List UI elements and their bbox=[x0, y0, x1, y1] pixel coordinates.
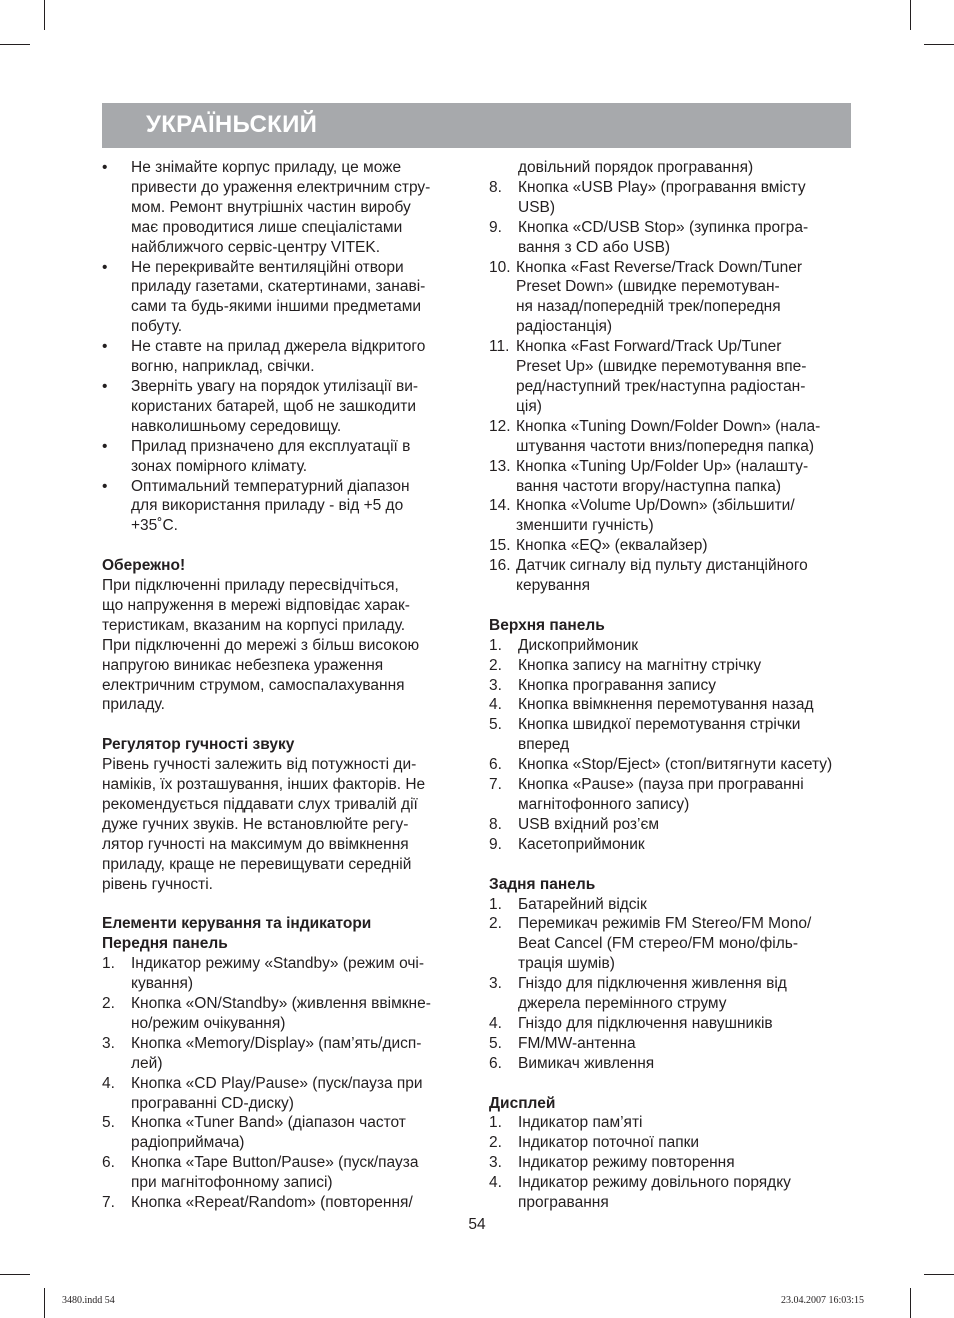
front-panel-item bbox=[489, 457, 854, 497]
item-number: 1. bbox=[489, 1114, 502, 1132]
item-text bbox=[518, 695, 854, 715]
bullet-icon: • bbox=[102, 159, 108, 176]
crop-mark bbox=[0, 44, 30, 45]
item-text bbox=[131, 994, 462, 1034]
bullet-line: +35˚С. bbox=[131, 517, 178, 535]
item-line: Кнопка «ON/Standby» (живлення ввімкне- bbox=[131, 995, 431, 1013]
bullet-line: привести до ураження електричним стру- bbox=[131, 178, 431, 196]
bullet-line: найближчого сервіс-центру VITEK. bbox=[131, 238, 381, 256]
item-line: Кнопка «Fast Forward/Track Up/Tuner bbox=[516, 338, 782, 356]
front-panel-item bbox=[102, 1074, 462, 1114]
front-panel-item bbox=[102, 954, 462, 994]
item-line: Preset Up» (швидке перемотування впе- bbox=[516, 358, 807, 376]
item-line: Кнопка «Repeat/Random» (повторення/ bbox=[131, 1194, 413, 1212]
caution-line: напругою виникає небезпека ураження bbox=[102, 656, 384, 674]
item-number: 2. bbox=[489, 656, 502, 674]
item-number: 11. bbox=[489, 338, 510, 356]
spacer bbox=[489, 855, 854, 875]
volume-line: дуже гучних звуків. Не встановлюйте регу- bbox=[102, 815, 409, 833]
item-number: 1. bbox=[489, 636, 502, 654]
top-panel-item bbox=[489, 715, 854, 755]
item-number: 7. bbox=[489, 776, 502, 794]
item-number: 3. bbox=[489, 676, 502, 694]
footer-file: 3480.indd 54 bbox=[62, 1295, 115, 1306]
front-panel-item bbox=[489, 496, 854, 536]
item-number: 2. bbox=[489, 1134, 502, 1152]
item-line: Кнопка «EQ» (еквалайзер) bbox=[516, 537, 708, 555]
item-text bbox=[518, 218, 854, 258]
crop-mark bbox=[0, 1274, 30, 1275]
item-line: Датчик сигналу від пульту дистанційного bbox=[516, 557, 808, 575]
item-line: Кнопка «Memory/Display» (пам’ять/дисп- bbox=[131, 1034, 422, 1052]
item-line: Кнопка «CD Play/Pause» (пуск/пауза при bbox=[131, 1074, 423, 1092]
item-line: ред/наступний трек/наступна радіостан- bbox=[516, 377, 806, 395]
crop-mark bbox=[44, 1288, 45, 1318]
item-number: 2. bbox=[489, 915, 502, 933]
crop-mark bbox=[924, 44, 954, 45]
item-text bbox=[518, 636, 854, 656]
item-number: 9. bbox=[489, 218, 502, 236]
back-panel-item bbox=[489, 895, 854, 915]
back-panel-heading: Задня панель bbox=[489, 875, 596, 893]
item-line: радіоприймача) bbox=[131, 1134, 245, 1152]
bullet-icon: • bbox=[102, 258, 108, 276]
item-line: Гніздо для підключення навушників bbox=[518, 1014, 773, 1032]
item-text bbox=[131, 1193, 462, 1213]
item-text bbox=[518, 656, 854, 676]
item-text bbox=[518, 895, 854, 915]
bullet-icon: • bbox=[102, 338, 108, 356]
page-number: 54 bbox=[468, 1216, 486, 1233]
item-line: вання з CD або USB) bbox=[518, 238, 671, 256]
bullet-item bbox=[102, 437, 462, 477]
item-text bbox=[516, 417, 854, 457]
page-title: УКРАЇНЬСКИЙ bbox=[146, 111, 318, 138]
crop-mark bbox=[910, 0, 911, 30]
bullet-icon: • bbox=[102, 377, 108, 395]
item-number: 6. bbox=[489, 756, 502, 774]
item-text bbox=[516, 337, 854, 417]
display-item bbox=[489, 1173, 854, 1213]
bullet-line: для використання приладу - від +5 до bbox=[131, 497, 404, 515]
bullet-line: зонах помірного клімату. bbox=[131, 457, 308, 475]
crop-mark bbox=[44, 0, 45, 30]
item-text bbox=[516, 556, 854, 596]
front-panel-item bbox=[102, 1153, 462, 1193]
item-line: ня назад/попередній трек/попередня bbox=[516, 298, 781, 316]
item-line: програвання bbox=[518, 1194, 609, 1212]
item-line: Кнопка «Tuner Band» (діапазон частот bbox=[131, 1114, 406, 1132]
spacer bbox=[102, 895, 462, 915]
item-line: Кнопка програвання запису bbox=[518, 676, 716, 694]
caution-line: При підключенні приладу пересвідчіться, bbox=[102, 577, 399, 595]
caution-line: що напруження в мережі відповідає харак- bbox=[102, 596, 410, 614]
volume-line: Рівень гучності залежить від потужності ди- bbox=[102, 756, 417, 774]
item-line: довільний порядок програвання) bbox=[518, 159, 754, 176]
item-line: Індикатор режиму довільного порядку bbox=[518, 1174, 791, 1192]
volume-line: наміків, їх розташування, інших факторів. Не bbox=[102, 776, 426, 794]
front-panel-item bbox=[489, 556, 854, 596]
item-number: 4. bbox=[102, 1074, 115, 1092]
item-line: вперед bbox=[518, 736, 570, 754]
item-text bbox=[518, 1173, 854, 1213]
top-panel-item bbox=[489, 676, 854, 696]
footer-timestamp: 23.04.2007 16:03:15 bbox=[781, 1295, 865, 1306]
item-number: 4. bbox=[489, 1014, 502, 1032]
item-number: 10. bbox=[489, 258, 511, 276]
item-text bbox=[516, 496, 854, 536]
bullet-line: мом. Ремонт внутрішніх частин виробу bbox=[131, 198, 411, 216]
display-item bbox=[489, 1153, 854, 1173]
item-line: Кнопка «Tuning Up/Folder Up» (налашту- bbox=[516, 457, 809, 475]
item-line: Кнопка швидкої перемотування стрічки bbox=[518, 716, 801, 734]
bullet-text bbox=[131, 158, 462, 258]
item-line: USB) bbox=[518, 198, 556, 216]
item-number: 14. bbox=[489, 497, 511, 515]
item-line: Гніздо для підключення живлення від bbox=[518, 975, 787, 993]
item-text bbox=[131, 954, 462, 994]
item-line: Кнопка «Stop/Eject» (стоп/витягнути касету) bbox=[518, 756, 833, 774]
item-number: 7. bbox=[102, 1194, 115, 1212]
caution-line: При підключенні до мережі з більш високою bbox=[102, 636, 420, 654]
crop-mark bbox=[910, 1288, 911, 1318]
item-line: Beat Cancel (FM стерео/FM моно/філь- bbox=[518, 935, 798, 953]
item-line: при магнітофонному записі) bbox=[131, 1174, 333, 1192]
back-panel-item bbox=[489, 974, 854, 1014]
item-number: 9. bbox=[489, 835, 502, 853]
display-item bbox=[489, 1133, 854, 1153]
bullet-item bbox=[102, 158, 462, 258]
bullet-line: навколишньому середовищу. bbox=[131, 417, 342, 435]
bullet-item bbox=[102, 258, 462, 338]
bullet-line: користаних батарей, щоб не зашкодити bbox=[131, 397, 417, 415]
item-line: Кнопка «CD/USB Stop» (зупинка програ- bbox=[518, 218, 809, 236]
volume-line: рівень гучності. bbox=[102, 875, 213, 893]
bullet-item bbox=[102, 337, 462, 377]
item-text bbox=[518, 1014, 854, 1034]
item-line: Вимикач живлення bbox=[518, 1054, 655, 1072]
item-number: 5. bbox=[489, 1034, 502, 1052]
bullet-text bbox=[131, 377, 462, 437]
bullet-text bbox=[131, 437, 462, 477]
volume-line: приладу, краще не перевищувати середній bbox=[102, 855, 412, 873]
item-line: вання частоти вгору/наступна папка) bbox=[516, 477, 782, 495]
item-text bbox=[518, 676, 854, 696]
controls-heading: Елементи керування та індикатори bbox=[102, 915, 372, 933]
caution-line: приладу. bbox=[102, 696, 165, 714]
language-banner bbox=[102, 103, 851, 148]
item-line: Кнопка ввімкнення перемотування назад bbox=[518, 696, 814, 714]
item-text bbox=[518, 715, 854, 755]
item-number: 6. bbox=[102, 1154, 115, 1172]
bullet-line: сами та будь-якими іншими предметами bbox=[131, 298, 422, 316]
item-line: Кнопка «USB Play» (програвання вмісту bbox=[518, 178, 806, 196]
bullet-line: вогню, наприклад, свічки. bbox=[131, 358, 315, 376]
front-panel-item bbox=[102, 1034, 462, 1074]
bullet-line: Не знімайте корпус приладу, це може bbox=[131, 159, 402, 176]
front-panel-item bbox=[489, 337, 854, 417]
item-line: Індикатор режиму «Standby» (режим очі- bbox=[131, 955, 425, 973]
top-panel-item bbox=[489, 656, 854, 676]
item-line: но/режим очікування) bbox=[131, 1014, 286, 1032]
front-panel-item bbox=[489, 536, 854, 556]
item-number: 8. bbox=[489, 815, 502, 833]
item-line: штування частоти вниз/попередня папка) bbox=[516, 437, 815, 455]
bullet-icon: • bbox=[102, 477, 108, 495]
bullet-icon: • bbox=[102, 437, 108, 455]
item-text bbox=[131, 1113, 462, 1153]
item-text bbox=[516, 258, 854, 338]
item-text bbox=[518, 1133, 854, 1153]
item-line: Кнопка «Tuning Down/Folder Down» (нала- bbox=[516, 417, 821, 435]
front-panel-item bbox=[489, 218, 854, 258]
item-line: Кнопка «Fast Reverse/Track Down/Tuner bbox=[516, 258, 803, 276]
item-line: радіостанція) bbox=[516, 318, 613, 336]
volume-heading: Регулятор гучності звуку bbox=[102, 736, 295, 754]
back-panel-item bbox=[489, 914, 854, 974]
bullet-line: Не ставте на прилад джерела відкритого bbox=[131, 338, 426, 356]
item-line: Кнопка запису на магнітну стрічку bbox=[518, 656, 762, 674]
item-line: Preset Down» (швидке перемотуван- bbox=[516, 278, 780, 296]
display-item bbox=[489, 1113, 854, 1133]
item-number bbox=[489, 158, 518, 178]
bullet-line: побуту. bbox=[131, 318, 183, 336]
item-text bbox=[518, 1113, 854, 1133]
item-number: 8. bbox=[489, 178, 502, 196]
front-panel-item bbox=[102, 1113, 462, 1153]
item-line: програванні CD-диску) bbox=[131, 1094, 294, 1112]
item-line: зменшити гучність) bbox=[516, 517, 654, 535]
bullet-item bbox=[102, 477, 462, 537]
bullet-line: приладу газетами, скатертинами, занаві- bbox=[131, 278, 426, 296]
item-number: 1. bbox=[489, 895, 502, 913]
item-number: 16. bbox=[489, 557, 511, 575]
display-heading: Дисплей bbox=[489, 1094, 556, 1112]
top-panel-item bbox=[489, 636, 854, 656]
spacer bbox=[102, 536, 462, 556]
item-text bbox=[131, 1034, 462, 1074]
crop-mark bbox=[924, 1274, 954, 1275]
front-panel-item-continued bbox=[489, 158, 854, 178]
top-panel-item bbox=[489, 835, 854, 855]
bullet-text bbox=[131, 337, 462, 377]
bullet-item bbox=[102, 377, 462, 437]
item-line: джерела перемінного струму bbox=[518, 995, 727, 1013]
item-number: 1. bbox=[102, 955, 115, 973]
item-number: 3. bbox=[102, 1034, 115, 1052]
item-line: кування) bbox=[131, 975, 194, 993]
item-line: Перемикач режимів FM Stereo/FM Mono/ bbox=[518, 915, 812, 933]
bullet-line: Зверніть увагу на порядок утилізації ви- bbox=[131, 377, 419, 395]
item-number: 4. bbox=[489, 696, 502, 714]
item-number: 2. bbox=[102, 995, 115, 1013]
item-text bbox=[518, 178, 854, 218]
bullet-text bbox=[131, 258, 462, 338]
item-line: Дископриймоник bbox=[518, 636, 639, 654]
bullet-line: Оптимальний температурний діапазон bbox=[131, 477, 410, 495]
item-line: магнітофонного запису) bbox=[518, 795, 690, 813]
item-text bbox=[516, 536, 854, 556]
item-text bbox=[131, 1153, 462, 1193]
item-number: 3. bbox=[489, 975, 502, 993]
item-number: 5. bbox=[489, 716, 502, 734]
top-panel-item bbox=[489, 695, 854, 715]
front-panel-heading: Передня панель bbox=[102, 935, 228, 953]
top-panel-item bbox=[489, 775, 854, 815]
item-text bbox=[518, 158, 854, 178]
item-line: Кнопка «Tape Button/Pause» (пуск/пауза bbox=[131, 1154, 419, 1172]
front-panel-item bbox=[489, 258, 854, 338]
item-number: 12. bbox=[489, 417, 511, 435]
left-column bbox=[102, 158, 462, 1213]
item-text bbox=[131, 1074, 462, 1114]
item-line: лей) bbox=[131, 1054, 163, 1072]
back-panel-item bbox=[489, 1034, 854, 1054]
front-panel-item bbox=[489, 417, 854, 457]
top-panel-item bbox=[489, 815, 854, 835]
item-number: 6. bbox=[489, 1054, 502, 1072]
item-number: 13. bbox=[489, 457, 511, 475]
item-number: 15. bbox=[489, 537, 511, 555]
item-line: Батарейний відсік bbox=[518, 895, 647, 913]
item-line: ція) bbox=[516, 397, 542, 415]
item-text bbox=[518, 815, 854, 835]
item-number: 3. bbox=[489, 1154, 502, 1172]
bullet-line: має проводитися лише спеціалістами bbox=[131, 218, 403, 236]
item-line: трація шумів) bbox=[518, 955, 615, 973]
top-panel-item bbox=[489, 755, 854, 775]
back-panel-item bbox=[489, 1014, 854, 1034]
item-line: Касетоприймоник bbox=[518, 835, 645, 853]
item-line: Кнопка «Pause» (пауза при програванні bbox=[518, 776, 804, 794]
spacer bbox=[489, 1074, 854, 1094]
item-text bbox=[518, 755, 854, 775]
item-text bbox=[518, 914, 854, 974]
bullet-line: Не перекривайте вентиляційні отвори bbox=[131, 258, 404, 276]
bullet-text bbox=[131, 477, 462, 537]
front-panel-item bbox=[102, 994, 462, 1034]
right-column bbox=[489, 158, 854, 1213]
caution-line: теристикам, вказаним на корпусі приладу. bbox=[102, 616, 406, 634]
item-text bbox=[518, 1034, 854, 1054]
spacer bbox=[102, 715, 462, 735]
item-line: Індикатор поточної папки bbox=[518, 1134, 700, 1152]
item-number: 4. bbox=[489, 1174, 502, 1192]
item-text bbox=[518, 835, 854, 855]
item-number: 5. bbox=[102, 1114, 115, 1132]
volume-line: рекомендується піддавати слух тривалій дії bbox=[102, 795, 418, 813]
item-text bbox=[518, 1153, 854, 1173]
caution-heading: Обережно! bbox=[102, 557, 186, 575]
item-text bbox=[518, 1054, 854, 1074]
item-line: Кнопка «Volume Up/Down» (збільшити/ bbox=[516, 497, 795, 515]
item-line: USB вхідний роз’єм bbox=[518, 815, 660, 833]
caution-line: електричним струмом, самоспалахування bbox=[102, 676, 405, 694]
spacer bbox=[489, 596, 854, 616]
back-panel-item bbox=[489, 1054, 854, 1074]
item-text bbox=[518, 775, 854, 815]
item-text bbox=[518, 974, 854, 1014]
top-panel-heading: Верхня панель bbox=[489, 616, 605, 634]
volume-line: лятор гучності на максимум до ввімкнення bbox=[102, 835, 409, 853]
front-panel-item bbox=[489, 178, 854, 218]
front-panel-item bbox=[102, 1193, 462, 1213]
item-text bbox=[516, 457, 854, 497]
item-line: Індикатор пам’яті bbox=[518, 1114, 643, 1132]
item-line: Індикатор режиму повторення bbox=[518, 1154, 735, 1172]
item-line: FM/MW-антенна bbox=[518, 1034, 636, 1052]
bullet-line: Прилад призначено для експлуатації в bbox=[131, 437, 411, 455]
item-line: керування bbox=[516, 577, 590, 595]
